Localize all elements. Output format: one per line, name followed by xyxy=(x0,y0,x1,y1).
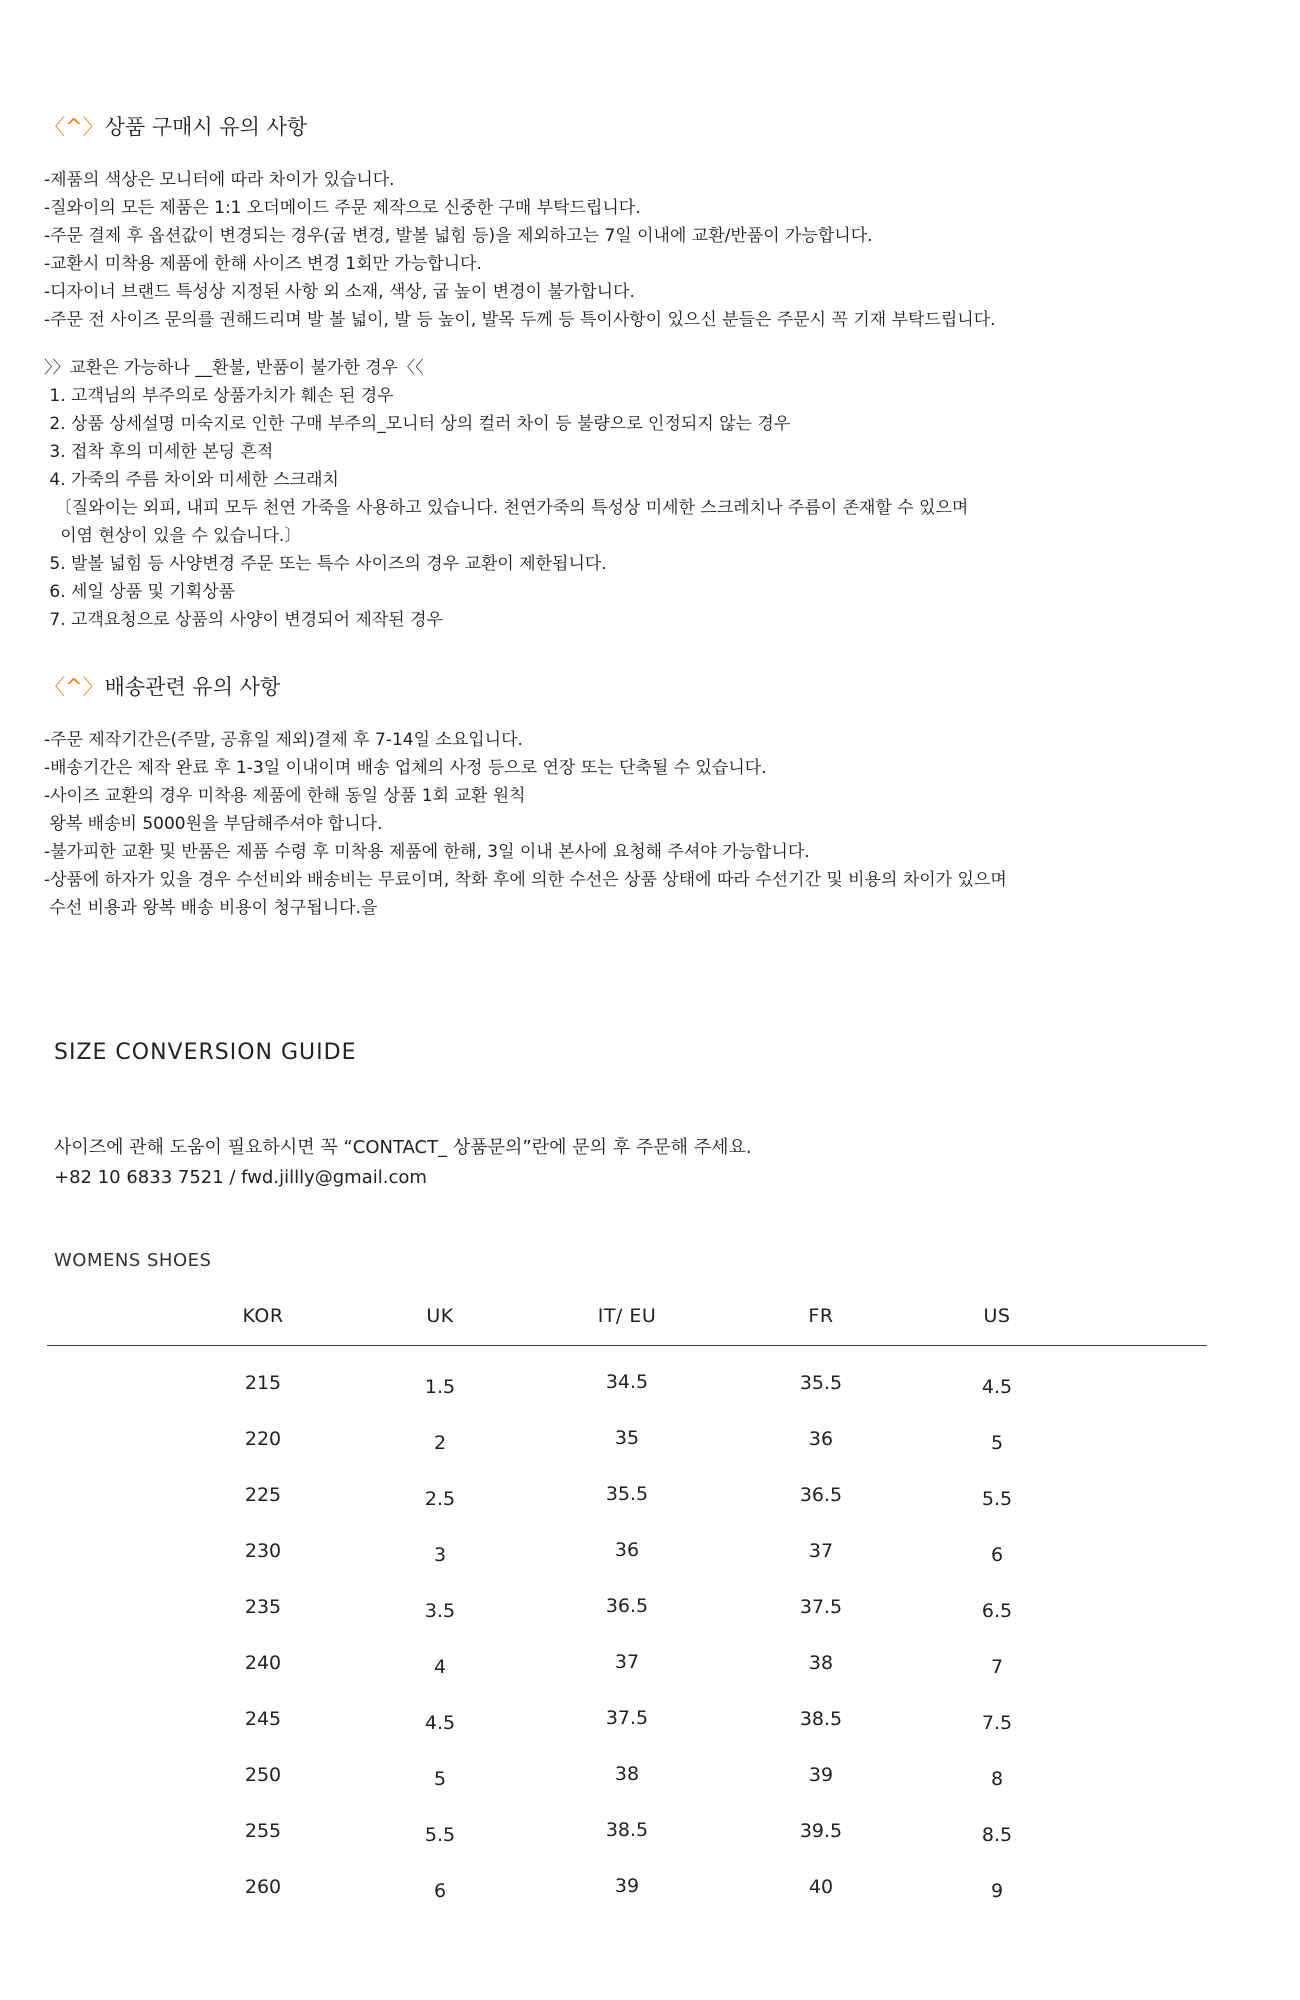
uk-size-cell: 2 xyxy=(433,1432,447,1454)
it-eu-size-cell: 39 xyxy=(614,1875,640,1897)
purchase-notice-item: -주문 전 사이즈 문의를 권해드리며 발 볼 넓이, 발 등 높이, 발목 두께 등 특이사항이 있으신 분들은 주문시 꼭 기재 부탁드립니다. xyxy=(44,310,996,330)
header-uk: UK xyxy=(426,1305,454,1327)
header-it-eu: IT/ EU xyxy=(597,1305,657,1327)
kor-size-cell: 215 xyxy=(244,1372,282,1394)
it-eu-size-cell: 38.5 xyxy=(605,1819,649,1841)
contact-info: +82 10 6833 7521 / fwd.jillly@gmail.com xyxy=(54,1167,427,1188)
shipping-notice-item: 수선 비용과 왕복 배송 비용이 청구됩니다.을 xyxy=(44,898,378,918)
exchange-notice-item: 7. 고객요청으로 상품의 사양이 변경되어 제작된 경우 xyxy=(44,610,443,630)
us-size-cell: 7.5 xyxy=(981,1712,1013,1734)
header-us: US xyxy=(983,1305,1011,1327)
uk-size-cell: 5 xyxy=(433,1768,447,1790)
table-row xyxy=(47,1358,1207,1414)
us-size-cell: 7 xyxy=(990,1656,1004,1678)
us-size-cell: 4.5 xyxy=(981,1376,1013,1398)
fr-size-cell: 38.5 xyxy=(799,1708,843,1730)
table-row xyxy=(47,1694,1207,1750)
fr-size-cell: 36 xyxy=(808,1428,834,1450)
exchange-notice-item: 5. 발볼 넓힘 등 사양변경 주문 또는 특수 사이즈의 경우 교환이 제한됩니다. xyxy=(44,554,607,574)
uk-size-cell: 1.5 xyxy=(424,1376,456,1398)
shipping-notice-heading: 배송관련 유의 사항 xyxy=(104,675,281,699)
purchase-notice-section xyxy=(44,112,1264,634)
fr-size-cell: 36.5 xyxy=(799,1484,843,1506)
size-help-text: 사이즈에 관해 도움이 필요하시면 꼭 “CONTACT_ 상품문의”란에 문의 후 주문해 주세요. xyxy=(54,1137,752,1158)
table-row xyxy=(47,1414,1207,1470)
it-eu-size-cell: 35.5 xyxy=(605,1483,649,1505)
size-conversion-table xyxy=(47,1305,1207,1918)
shipping-notice-item: -상품에 하자가 있을 경우 수선비와 배송비는 무료이며, 착화 후에 의한 수선은 상품 상태에 따라 수선기간 및 비용의 차이가 있으며 xyxy=(44,870,1007,890)
purchase-notice-item: -주문 결제 후 옵션값이 변경되는 경우(굽 변경, 발볼 넓힘 등)을 제외하고는 7일 이내에 교환/반품이 가능합니다. xyxy=(44,226,873,246)
kor-size-cell: 240 xyxy=(244,1652,282,1674)
uk-size-cell: 6 xyxy=(433,1880,447,1902)
table-row xyxy=(47,1638,1207,1694)
purchase-notice-list xyxy=(44,166,1264,334)
purchase-notice-item: -교환시 미착용 제품에 한해 사이즈 변경 1회만 가능합니다. xyxy=(44,254,482,274)
header-fr: FR xyxy=(808,1305,834,1327)
fr-size-cell: 37.5 xyxy=(799,1596,843,1618)
it-eu-size-cell: 34.5 xyxy=(605,1371,649,1393)
table-header xyxy=(47,1305,1207,1346)
header-kor: KOR xyxy=(242,1305,284,1327)
us-size-cell: 9 xyxy=(990,1880,1004,1902)
exchange-notice-item: 이염 현상이 있을 수 있습니다.〕 xyxy=(44,526,302,546)
fr-size-cell: 38 xyxy=(808,1652,834,1674)
uk-size-cell: 5.5 xyxy=(424,1824,456,1846)
kor-size-cell: 245 xyxy=(244,1708,282,1730)
kor-size-cell: 260 xyxy=(244,1876,282,1898)
kor-size-cell: 230 xyxy=(244,1540,282,1562)
exchange-notice-item: 2. 상품 상세설명 미숙지로 인한 구매 부주의_모니터 상의 컬러 차이 등 불량으로 인정되지 않는 경우 xyxy=(44,414,791,434)
shipping-notice-item: -주문 제작기간은(주말, 공휴일 제외)결제 후 7-14일 소요입니다. xyxy=(44,730,523,750)
shipping-notice-section xyxy=(44,672,1264,922)
it-eu-size-cell: 37 xyxy=(614,1651,640,1673)
caret-mark-icon: 〈^〉 xyxy=(44,115,104,139)
kor-size-cell: 225 xyxy=(244,1484,282,1506)
fr-size-cell: 37 xyxy=(808,1540,834,1562)
purchase-notice-item: -질와이의 모든 제품은 1:1 오더메이드 주문 제작으로 신중한 구매 부탁드립니다. xyxy=(44,198,641,218)
us-size-cell: 5 xyxy=(990,1432,1004,1454)
fr-size-cell: 39 xyxy=(808,1764,834,1786)
size-guide-title: SIZE CONVERSION GUIDE xyxy=(54,1040,357,1065)
it-eu-size-cell: 37.5 xyxy=(605,1707,649,1729)
table-row xyxy=(47,1470,1207,1526)
shipping-notice-item: -사이즈 교환의 경우 미착용 제품에 한해 동일 상품 1회 교환 원칙 xyxy=(44,786,526,806)
kor-size-cell: 235 xyxy=(244,1596,282,1618)
table-row xyxy=(47,1806,1207,1862)
fr-size-cell: 35.5 xyxy=(799,1372,843,1394)
exchange-notice-item: 3. 접착 후의 미세한 본딩 흔적 xyxy=(44,442,274,462)
us-size-cell: 8.5 xyxy=(981,1824,1013,1846)
purchase-notice-item: -제품의 색상은 모니터에 따라 차이가 있습니다. xyxy=(44,170,395,190)
table-row xyxy=(47,1750,1207,1806)
it-eu-size-cell: 35 xyxy=(614,1427,640,1449)
table-row xyxy=(47,1582,1207,1638)
it-eu-size-cell: 36 xyxy=(614,1539,640,1561)
us-size-cell: 5.5 xyxy=(981,1488,1013,1510)
shipping-notice-list xyxy=(44,726,1264,922)
fr-size-cell: 40 xyxy=(808,1876,834,1898)
table-row xyxy=(47,1862,1207,1918)
uk-size-cell: 3 xyxy=(433,1544,447,1566)
shipping-notice-title xyxy=(44,672,1264,702)
shipping-notice-item: -배송기간은 제작 완료 후 1-3일 이내이며 배송 업체의 사정 등으로 연장 또는 단축될 수 있습니다. xyxy=(44,758,767,778)
uk-size-cell: 2.5 xyxy=(424,1488,456,1510)
it-eu-size-cell: 36.5 xyxy=(605,1595,649,1617)
exchange-notice-heading: 〉〉교환은 가능하나 __환불, 반품이 불가한 경우〈〈 xyxy=(44,358,424,378)
exchange-notice-list xyxy=(44,382,1264,634)
uk-size-cell: 4 xyxy=(433,1656,447,1678)
it-eu-size-cell: 38 xyxy=(614,1763,640,1785)
womens-shoes-heading: WOMENS SHOES xyxy=(54,1250,212,1271)
caret-mark-icon: 〈^〉 xyxy=(44,675,104,699)
us-size-cell: 8 xyxy=(990,1768,1004,1790)
kor-size-cell: 250 xyxy=(244,1764,282,1786)
table-body xyxy=(47,1346,1207,1918)
exchange-notice-item: 1. 고객님의 부주의로 상품가치가 훼손 된 경우 xyxy=(44,386,394,406)
uk-size-cell: 4.5 xyxy=(424,1712,456,1734)
size-guide-help xyxy=(54,1133,752,1193)
purchase-notice-title xyxy=(44,112,1264,142)
us-size-cell: 6.5 xyxy=(981,1600,1013,1622)
fr-size-cell: 39.5 xyxy=(799,1820,843,1842)
shipping-notice-item: -불가피한 교환 및 반품은 제품 수령 후 미착용 제품에 한해, 3일 이내 본사에 요청해 주셔야 가능합니다. xyxy=(44,842,810,862)
shipping-notice-item: 왕복 배송비 5000원을 부담해주셔야 합니다. xyxy=(44,814,383,834)
exchange-notice-item: 4. 가죽의 주름 차이와 미세한 스크래치 xyxy=(44,470,339,490)
purchase-notice-heading: 상품 구매시 유의 사항 xyxy=(104,115,308,139)
kor-size-cell: 220 xyxy=(244,1428,282,1450)
exchange-notice-item: 〔질와이는 외피, 내피 모두 천연 가죽을 사용하고 있습니다. 천연가죽의 특성상 미세한 스크레치나 주름이 존재할 수 있으며 xyxy=(44,498,969,518)
purchase-notice-item: -디자이너 브랜드 특성상 지정된 사항 외 소재, 색상, 굽 높이 변경이 불가합니다. xyxy=(44,282,635,302)
uk-size-cell: 3.5 xyxy=(424,1600,456,1622)
exchange-notice-item: 6. 세일 상품 및 기획상품 xyxy=(44,582,236,602)
table-row xyxy=(47,1526,1207,1582)
us-size-cell: 6 xyxy=(990,1544,1004,1566)
kor-size-cell: 255 xyxy=(244,1820,282,1842)
